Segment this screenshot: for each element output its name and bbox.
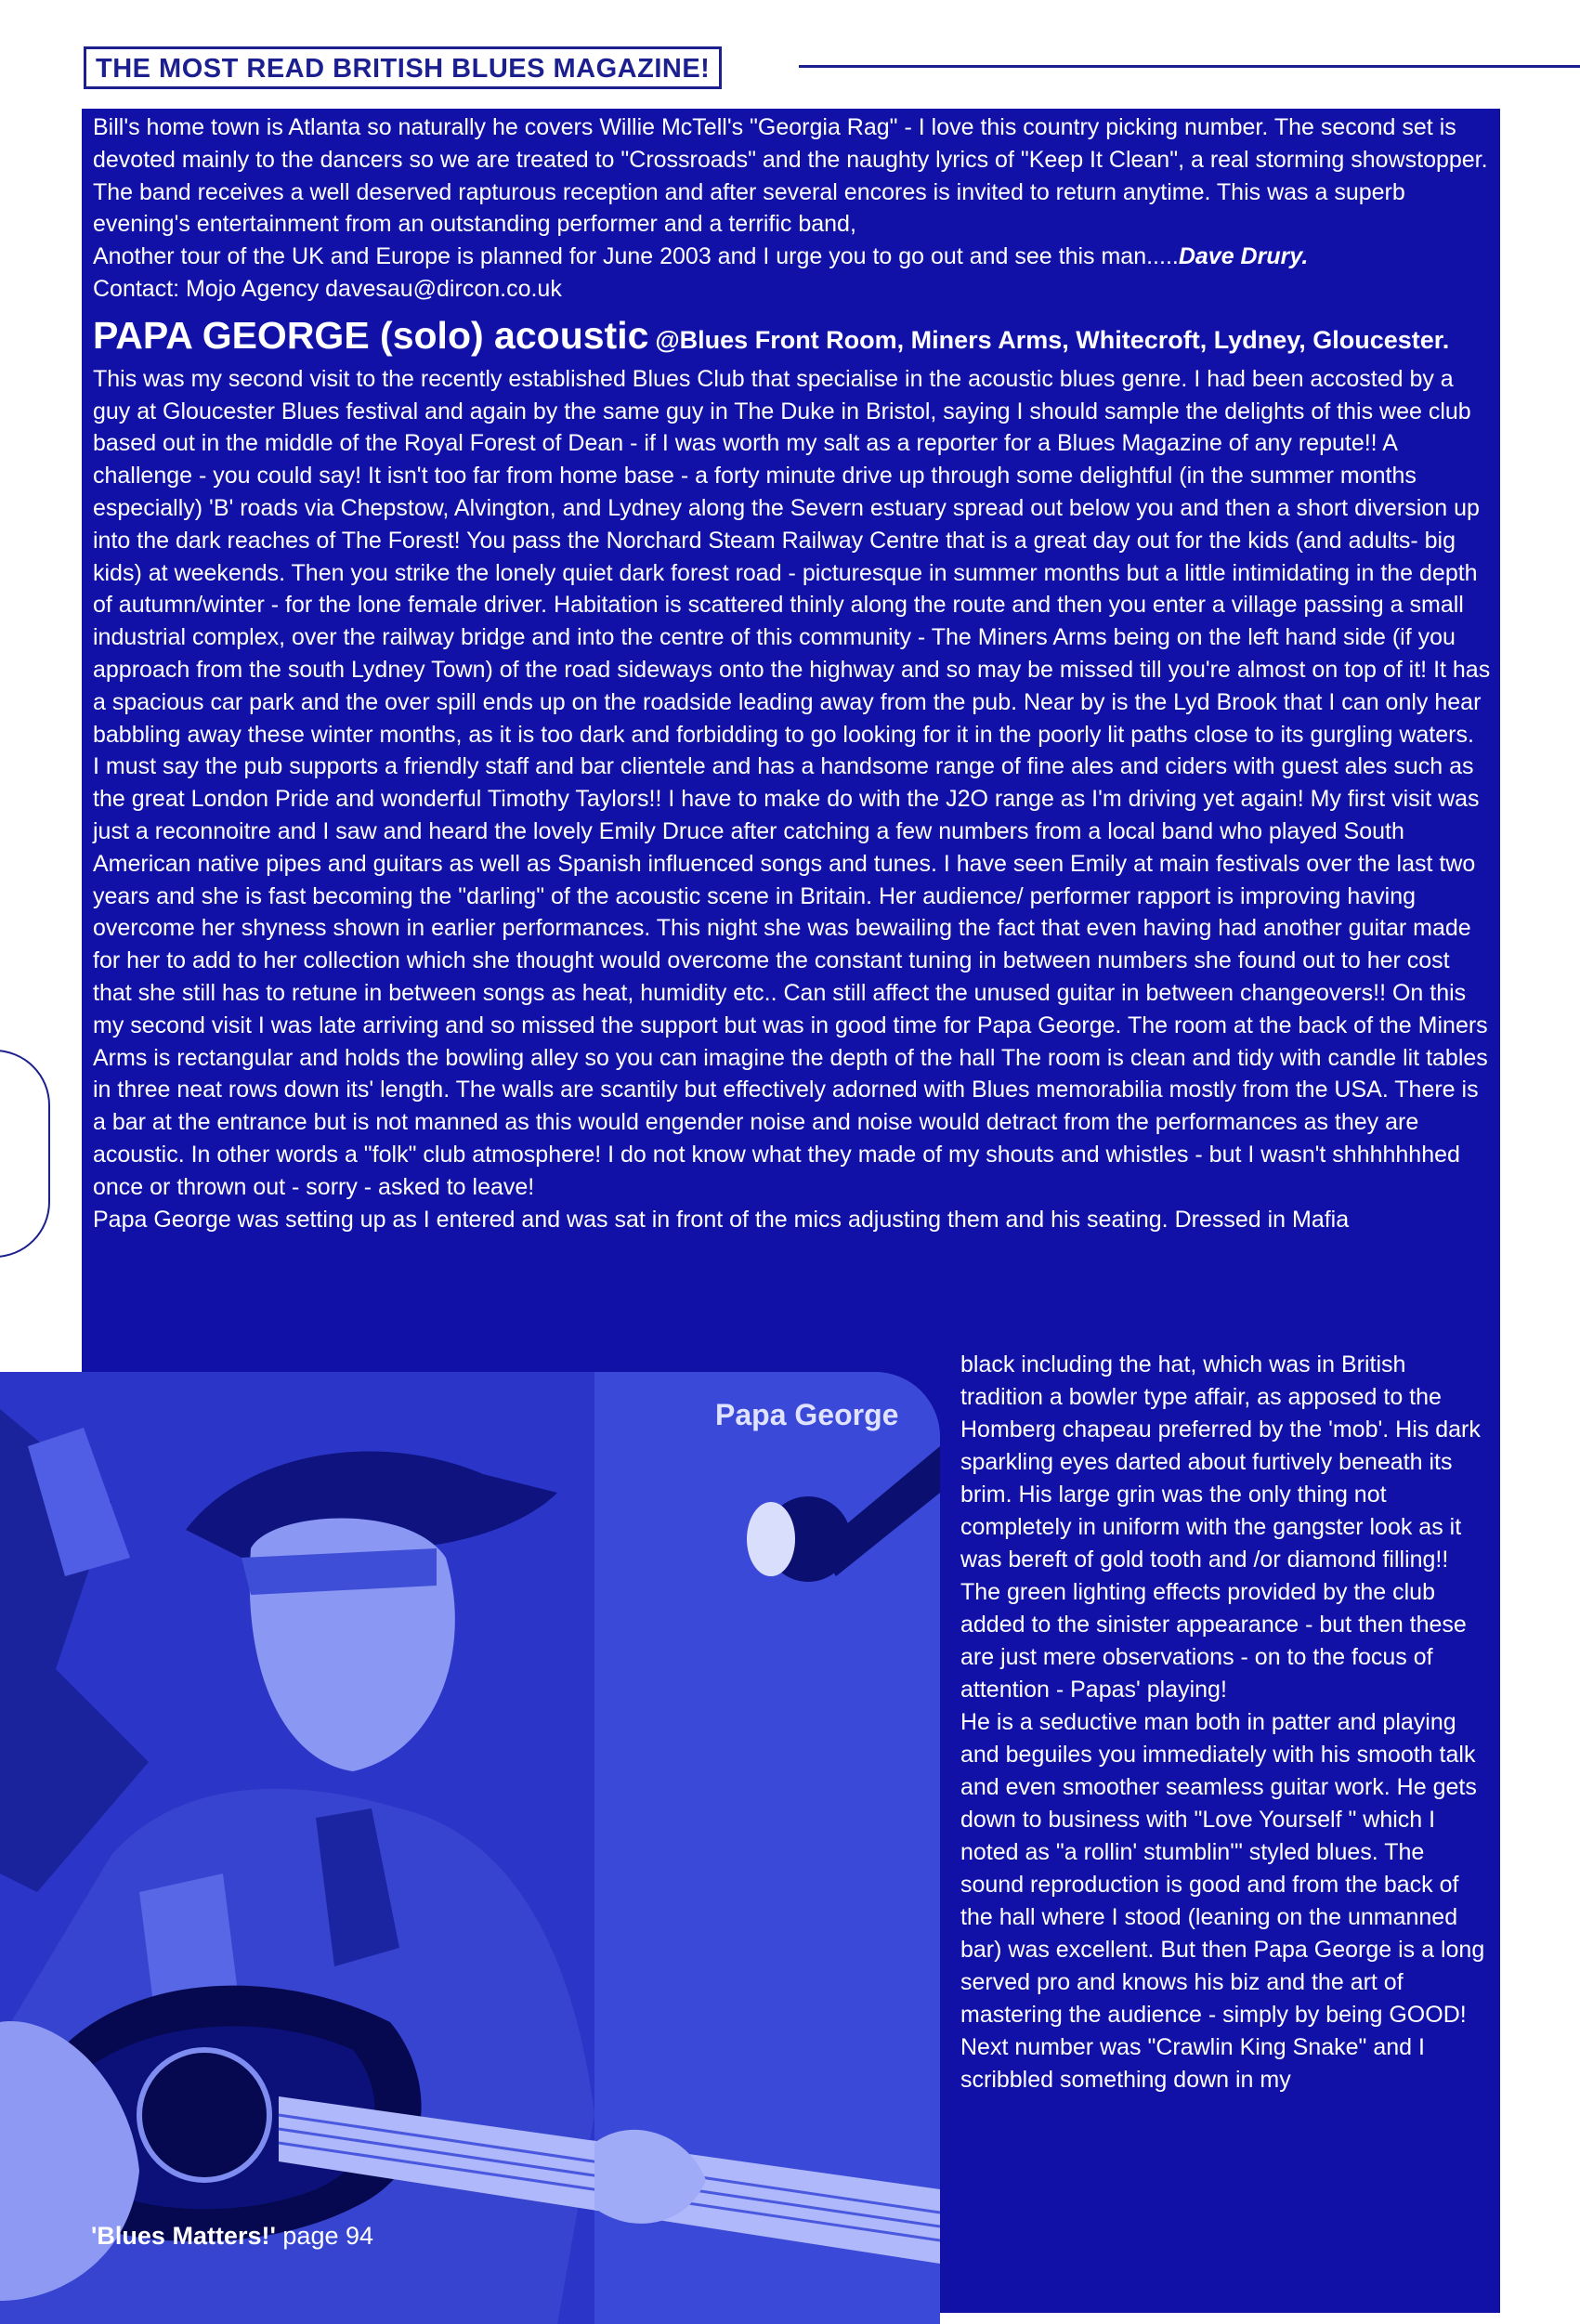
review-paragraph-3-lead: Papa George was setting up as I entered and was sat in front of the mics adjusting them and his seating. Dressed in Mafia: [93, 1206, 1350, 1233]
review-venue: @Blues Front Room, Miners Arms, Whitecroft, Lydney, Gloucester.: [655, 325, 1450, 354]
masthead-rule: [799, 65, 1580, 68]
page-footer: [91, 2222, 373, 2251]
papa-george-photo: [0, 1372, 940, 2324]
review-title: PAPA GEORGE (solo) acoustic: [93, 313, 649, 357]
article-side-column: [960, 1349, 1490, 2096]
author-signoff: Dave Drury.: [1178, 243, 1309, 270]
photo-caption: Papa George: [715, 1398, 899, 1431]
review-paragraph-4: He is a seductive man both in patter and playing and beguiles you immediately with his smooth talk and even smoother seamless guitar work. He gets down to business with "Love Yourself " which I noted as "a rollin' stumblin'" styled blues. The sound reproduction is good and from the back of the hall where I stood (leaning on the unmanned bar) was excellent. But then Papa George is a long served pro and knows his biz and the art of mastering the audience - simply by being GOOD! Next number was "Crawlin King Snake" and I scribbled something down in my: [960, 1709, 1485, 2093]
review-heading: [93, 313, 1491, 363]
article-body: [93, 111, 1491, 1235]
intro-tour-line: Another tour of the UK and Europe is planned for June 2003 and I urge you to go out and see this man.....: [93, 243, 1179, 270]
review-paragraph-1: This was my second visit to the recently established Blues Club that specialise in the acoustic blues genre. I had been accosted by a guy at Gloucester Blues festival and again by the same guy in The Duke in Bristol, saying I should sample the delights of this wee club based out in the middle of the Royal Forest of Dean - if I was worth my salt as a reporter for a Blues Magazine of any repute!! A challenge - you could say! It isn't too far from home base - a forty minute drive up through some delightful (in the summer months especially) 'B' roads via Chepstow, Alvington, and Lydney along the Severn estuary spread out below you and then a short diversion up into the dark reaches of The Forest! You pass the Norchard Steam Railway Centre that is a great day out for the kids (and adults- big kids) at weekends. Then you strike the lonely quiet dark forest road - picturesque in summer months but a little intimidating in the depth of autumn/winter - for the lone female driver. Habitation is scattered thinly along the route and then you enter a village passing a small industrial complex, over the railway bridge and into the centre of this community - The Miners Arms being on the left hand side (if you approach from the south Lydney Town) of the road sideways onto the highway and so may be missed till you're almost on top of it! It has a spacious car park and the over spill ends up on the roadside leading away from the pub. Near by is the Lyd Brook that I can only hear babbling away these winter months, as it is too dark and forbidding to go looking for it in the poorly lit paths close to its gurgling waters.: [93, 365, 1491, 748]
contact-line: Contact: Mojo Agency davesau@dircon.co.uk: [93, 275, 562, 302]
masthead-title: THE MOST READ BRITISH BLUES MAGAZINE!: [84, 46, 722, 89]
intro-body: Bill's home town is Atlanta so naturally he covers Willie McTell's "Georgia Rag" - I love this country picking number. The second set is devoted mainly to the dancers so we are treated to "Crossroads" and the naughty lyrics of "Keep It Clean", a real storming showstopper. The band receives a well deserved rapturous reception and after several encores is invited to return anytime. This was a superb evening's entertainment from an outstanding performer and a terrific band,: [93, 114, 1488, 238]
binding-arc-decoration: [0, 1050, 50, 1258]
magazine-name: 'Blues Matters!': [91, 2222, 276, 2250]
intro-paragraph: [93, 111, 1491, 273]
review-paragraph-2: I must say the pub supports a friendly staff and bar clientele and has a handsome range of fine ales and ciders with guest ales such as the great London Pride and wonderful Timothy Taylors!! I have to make do with the J2O range as I'm driving yet again! My first visit was just a reconnoitre and I saw and heard the lovely Emily Druce after catching a few numbers from a local band who played South American native pipes and guitars as well as Spanish influenced songs and tunes. I have seen Emily at main festivals over the last two years and she is fast becoming the "darling" of the acoustic scene in Britain. Her audience/ performer rapport is improving having overcome her shyness shown in earlier performances. This night she was bewailing the fact that even having had another guitar made for her to add to her collection which she thought would overcome the constant tuning in between numbers she found out to her cost that she still has to retune in between songs as heat, humidity etc.. Can still affect the unused guitar in between changeovers!! On this my second visit I was late arriving and so missed the support but was in good time for Papa George. The room at the back of the Miners Arms is rectangular and holds the bowling alley so you can imagine the depth of the hall The room is clean and tidy with candle lit tables in three neat rows down its' length. The walls are scantily but effectively adorned with Blues memorabilia mostly from the USA. There is a bar at the entrance but is not manned as this would engender noise and noise would detract from the performances as they are acoustic. In other words a "folk" club atmosphere! I do not know what they made of my shouts and whistles - but I wasn't shhhhhhhed once or thrown out - sorry - asked to leave!: [93, 753, 1488, 1200]
review-paragraph-3-column: black including the hat, which was in British tradition a bowler type affair, as apposed to the Homberg chapeau preferred by the 'mob'. His dark sparkling eyes darted about furtively beneath its brim. His large grin was the only thing not completely in uniform with the gangster look as it was bereft of gold tooth and /or diamond filling!! The green lighting effects provided by the club added to the sinister appearance - but then these are just mere observations - on to the focus of attention - Papas' playing!: [960, 1351, 1481, 1703]
page-number: page 94: [282, 2222, 374, 2250]
